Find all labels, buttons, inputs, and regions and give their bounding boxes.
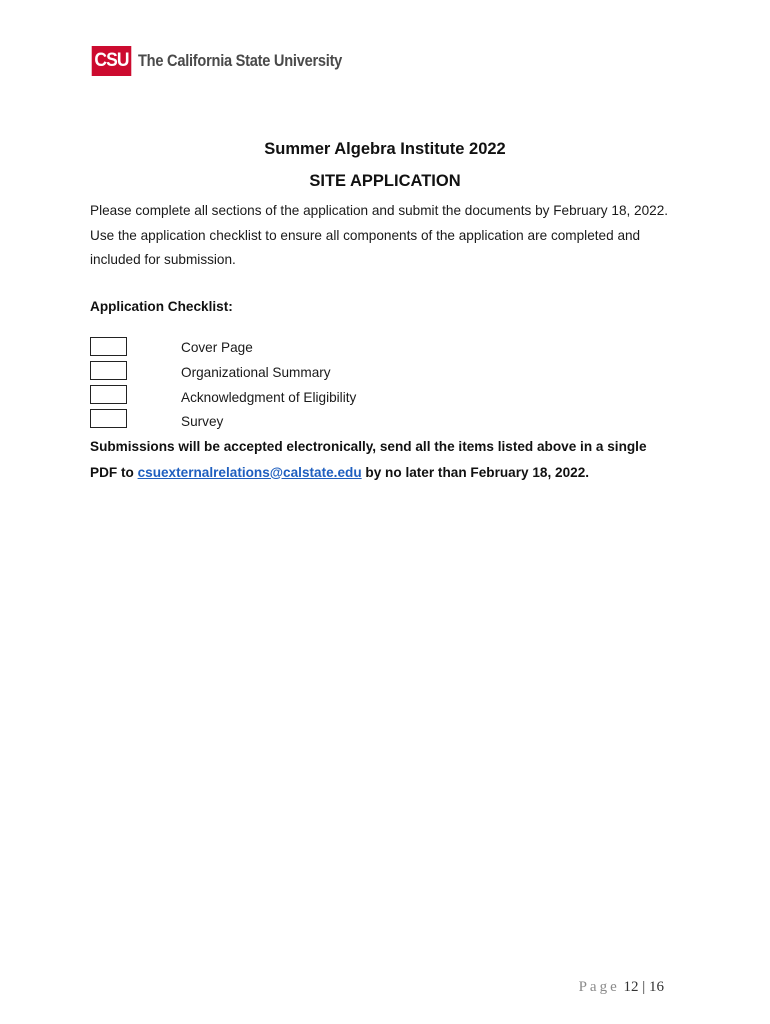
email-link[interactable]: csuexternalrelations@calstate.edu — [137, 464, 362, 480]
submission-note — [90, 434, 720, 485]
checkbox-organizational-summary[interactable] — [90, 361, 127, 380]
csu-logo — [90, 46, 375, 76]
document-title: Summer Algebra Institute 2022 — [264, 140, 506, 158]
intro-line-2: Use the application checklist to ensure all components of the application are completed and — [90, 227, 641, 243]
intro-paragraph — [90, 199, 710, 273]
document-subtitle: SITE APPLICATION — [309, 172, 461, 190]
checklist-item-survey: Survey — [181, 414, 224, 429]
csu-logo-text: The California State University — [138, 51, 343, 70]
intro-line-1: Please complete all sections of the application and submit the documents by February 18, 2022. — [90, 203, 669, 218]
checklist-item-organizational-summary: Organizational Summary — [181, 365, 331, 380]
note-line-2 — [90, 460, 720, 486]
checklist-item-cover-page: Cover Page — [181, 340, 253, 355]
note-suffix: by no later than February 18, 2022. — [365, 464, 590, 480]
checkbox-survey[interactable] — [90, 409, 127, 428]
total-pages: 16 — [649, 979, 664, 995]
checkbox-cover-page[interactable] — [90, 337, 127, 356]
note-line-1: Submissions will be accepted electronically, send all the items listed above in a single — [90, 439, 647, 454]
page-separator: | — [642, 979, 646, 995]
checkbox-acknowledgment-of-eligibility[interactable] — [90, 385, 127, 404]
checklist-item-acknowledgment-of-eligibility: Acknowledgment of Eligibility — [181, 390, 357, 405]
checklist-heading: Application Checklist: — [90, 299, 233, 314]
page-word: Page — [578, 979, 620, 995]
page-footer — [579, 979, 664, 996]
csu-logo-mark: CSU — [92, 46, 132, 76]
page-number: 12 — [623, 979, 639, 995]
note-prefix: PDF to — [90, 464, 134, 480]
intro-line-3: included for submission. — [90, 252, 236, 267]
